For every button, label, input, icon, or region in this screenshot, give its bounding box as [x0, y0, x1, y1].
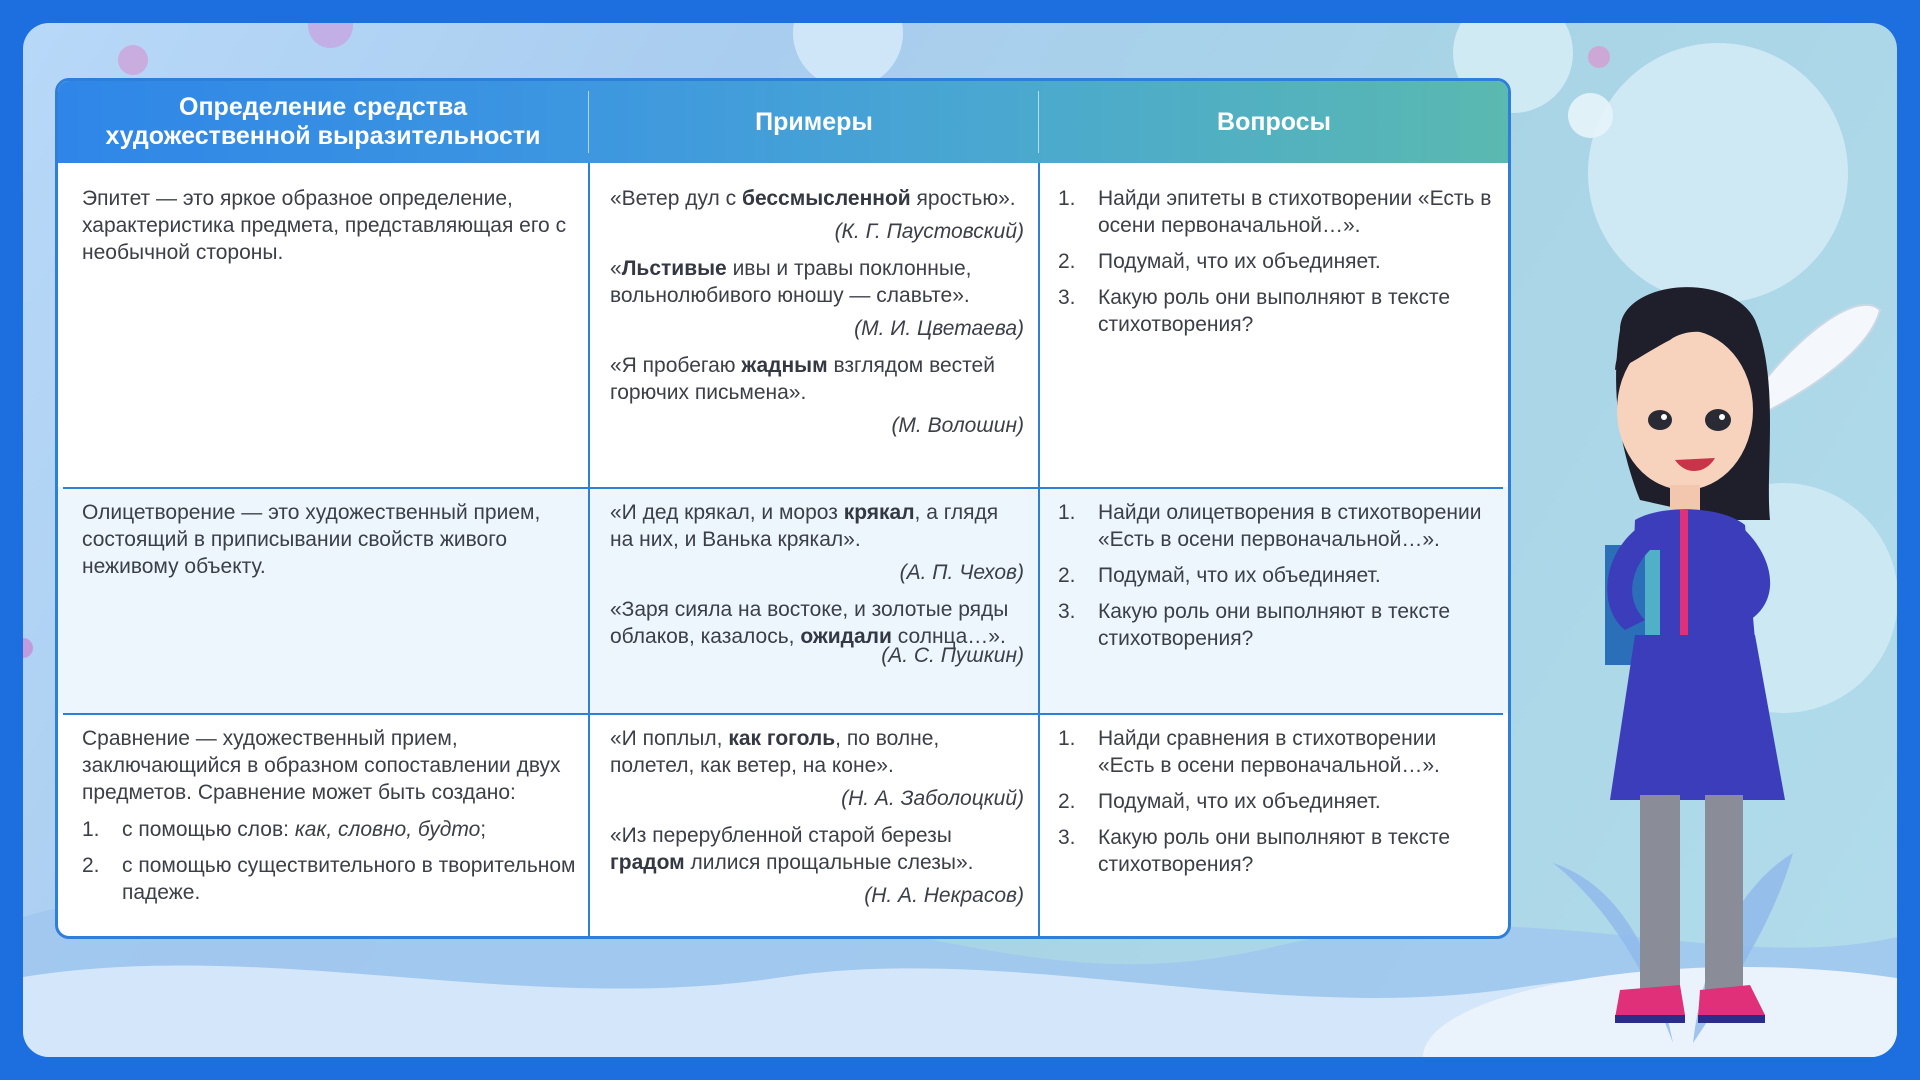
table-row-2-examples: [610, 499, 1024, 679]
definition-text: Сравнение — художественный прием, заключающийся в образном сопоставлении двух предметов. Сравнение может быть создано:: [82, 727, 561, 804]
example-quote: «Заря сияла на востоке, и золотые ряды облаков, казалось, ожидали солнца…».: [610, 598, 1009, 648]
table-row-2-questions: [1058, 499, 1498, 661]
question-item: 1. Найди эпитеты в стихотворении «Есть в осени первоначальной…».: [1058, 187, 1492, 237]
definition-list-item: 1. с помощью слов: как, словно, будто;: [82, 818, 487, 841]
example-author: (А. С. Пушкин): [881, 644, 1024, 667]
header-questions: Вопросы: [1217, 107, 1331, 136]
row-divider: [63, 487, 1503, 489]
example-quote: «Из перерубленной старой березы градом лилися прощальные слезы».: [610, 824, 974, 874]
example-author: (М. Волошин): [891, 414, 1024, 437]
example-author: (Н. А. Заболоцкий): [841, 787, 1024, 810]
table-row-1-questions: [1058, 185, 1498, 347]
question-item: 1. Найди сравнения в стихотворении «Есть в осени первоначальной…».: [1058, 727, 1440, 777]
column-divider: [1038, 163, 1040, 936]
table-row-2-definition: [82, 499, 572, 590]
definition-text: Эпитет — это яркое образное определение, характеристика предмета, представляющая его с необычной стороны.: [82, 187, 567, 264]
example-author: (К. Г. Паустовский): [834, 220, 1024, 243]
row-divider: [63, 713, 1503, 715]
table-row-3-questions: [1058, 725, 1498, 887]
example-quote: «И поплыл, как гоголь, по волне, полетел, как ветер, на коне».: [610, 727, 940, 777]
example-quote: «Ветер дул с бессмысленной яростью».: [610, 187, 1016, 210]
definition-text: Олицетворение — это художественный прием, состоящий в приписывании свойств живого неживому объекту.: [82, 501, 541, 578]
question-item: 3. Какую роль они выполняют в тексте стихотворения?: [1058, 286, 1451, 336]
example-quote: «Льстивые ивы и травы поклонные, вольнолюбивого юношу — славьте».: [610, 257, 972, 307]
question-item: 3. Какую роль они выполняют в тексте стихотворения?: [1058, 600, 1451, 650]
question-item: 2. Подумай, что их объединяет.: [1058, 250, 1381, 273]
decor-circle: [23, 638, 33, 658]
question-item: 1. Найди олицетворения в стихотворении «Есть в осени первоначальной…».: [1058, 501, 1482, 551]
comparison-table: [55, 78, 1511, 939]
table-header: [58, 81, 1508, 163]
decor-circle: [1568, 93, 1613, 138]
definition-list-item: 2. с помощью существительного в творительном падеже.: [82, 854, 576, 904]
header-divider: [588, 91, 589, 153]
character-illustration: [1580, 270, 1900, 1030]
example-author: (А. П. Чехов): [899, 561, 1024, 584]
column-divider: [588, 163, 590, 936]
decor-circle: [1588, 46, 1610, 68]
decor-circle: [1588, 43, 1848, 303]
example-quote: «Я пробегаю жадным взглядом вестей горючих письмена».: [610, 354, 995, 404]
question-item: 3. Какую роль они выполняют в тексте стихотворения?: [1058, 826, 1451, 876]
example-author: (М. И. Цветаева): [854, 317, 1024, 340]
question-item: 2. Подумай, что их объединяет.: [1058, 790, 1381, 813]
example-author: (Н. А. Некрасов): [864, 884, 1024, 907]
table-row-1-definition: [82, 185, 572, 276]
table-row-3-definition: [82, 725, 577, 915]
decor-circle: [308, 23, 353, 48]
header-examples: Примеры: [755, 107, 873, 136]
table-row-3-examples: [610, 725, 1024, 919]
header-divider: [1038, 91, 1039, 153]
header-definition: Определение средства художественной выразительности: [105, 93, 541, 150]
question-item: 2. Подумай, что их объединяет.: [1058, 564, 1381, 587]
decor-circle: [118, 45, 148, 75]
example-quote: «И дед крякал, и мороз крякал, а глядя на них, и Ванька крякал».: [610, 501, 999, 551]
table-row-1-examples: [610, 185, 1024, 449]
